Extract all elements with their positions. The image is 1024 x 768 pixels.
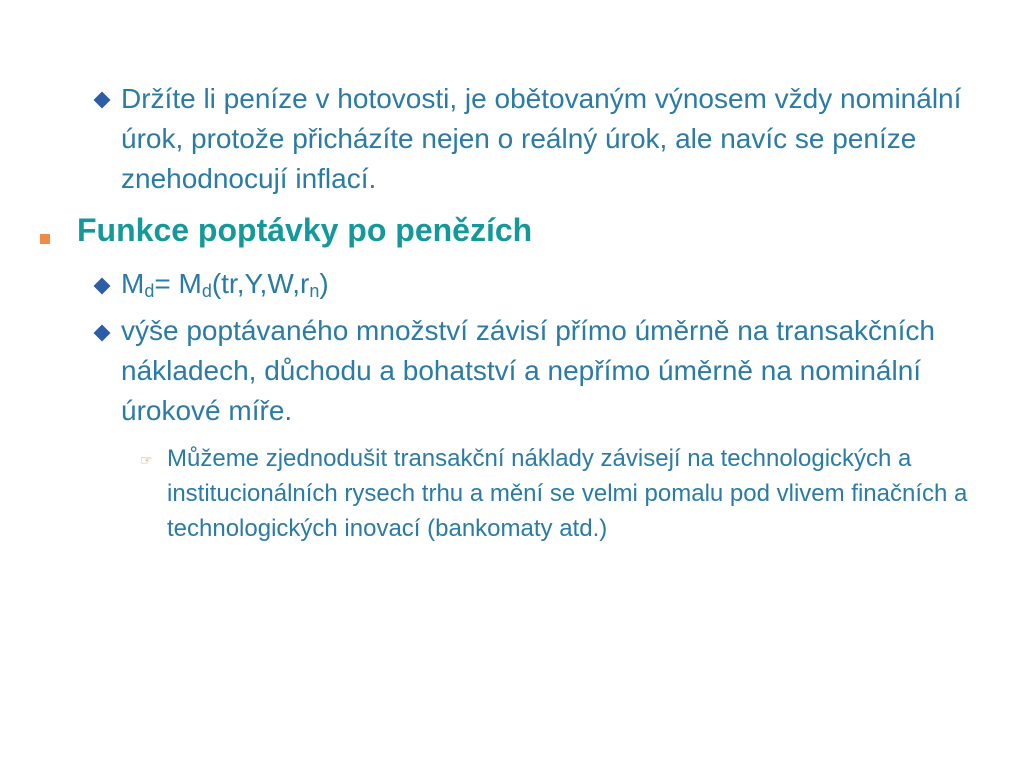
pointing-hand-icon: ☞	[140, 452, 153, 468]
formula-subscript-n: n	[309, 281, 320, 301]
sub-bullet-text-transaction-costs: Můžeme zjednodušit transakční náklady závisejí na technologických a institucionálních rysech trhu a mění se velmi pomalu pod vlivem finačních a technologických inovací (bankomaty atd.)	[167, 445, 968, 542]
square-bullet-icon	[40, 234, 50, 244]
money-demand-formula	[121, 264, 981, 304]
bullet-text-cash-opportunity-cost: Držíte li peníze v hotovosti, je obětovaným výnosem vždy nominální úrok, protože přicházíte nejen o reálný úrok, ale navíc se peníze znehodnocují inflací.	[121, 83, 962, 194]
bullet-text-demand-dependence: výše poptávaného množství závisí přímo úměrně na transakčních nákladech, důchodu a bohatství a nepřímo úměrně na nominální úrokové míře.	[121, 315, 935, 426]
diamond-bullet-icon	[94, 92, 111, 109]
formula-close-paren: )	[319, 268, 329, 299]
diamond-bullet-icon	[94, 278, 111, 295]
formula-m: M	[121, 268, 145, 299]
formula-subscript-d: d	[201, 281, 212, 301]
diamond-bullet-icon	[94, 325, 111, 342]
formula-equals-m: = M	[154, 268, 202, 299]
section-heading: Funkce poptávky po penězích	[77, 212, 533, 248]
formula-subscript-d: d	[144, 281, 155, 301]
formula-arguments: (tr,Y,W,r	[211, 268, 310, 299]
